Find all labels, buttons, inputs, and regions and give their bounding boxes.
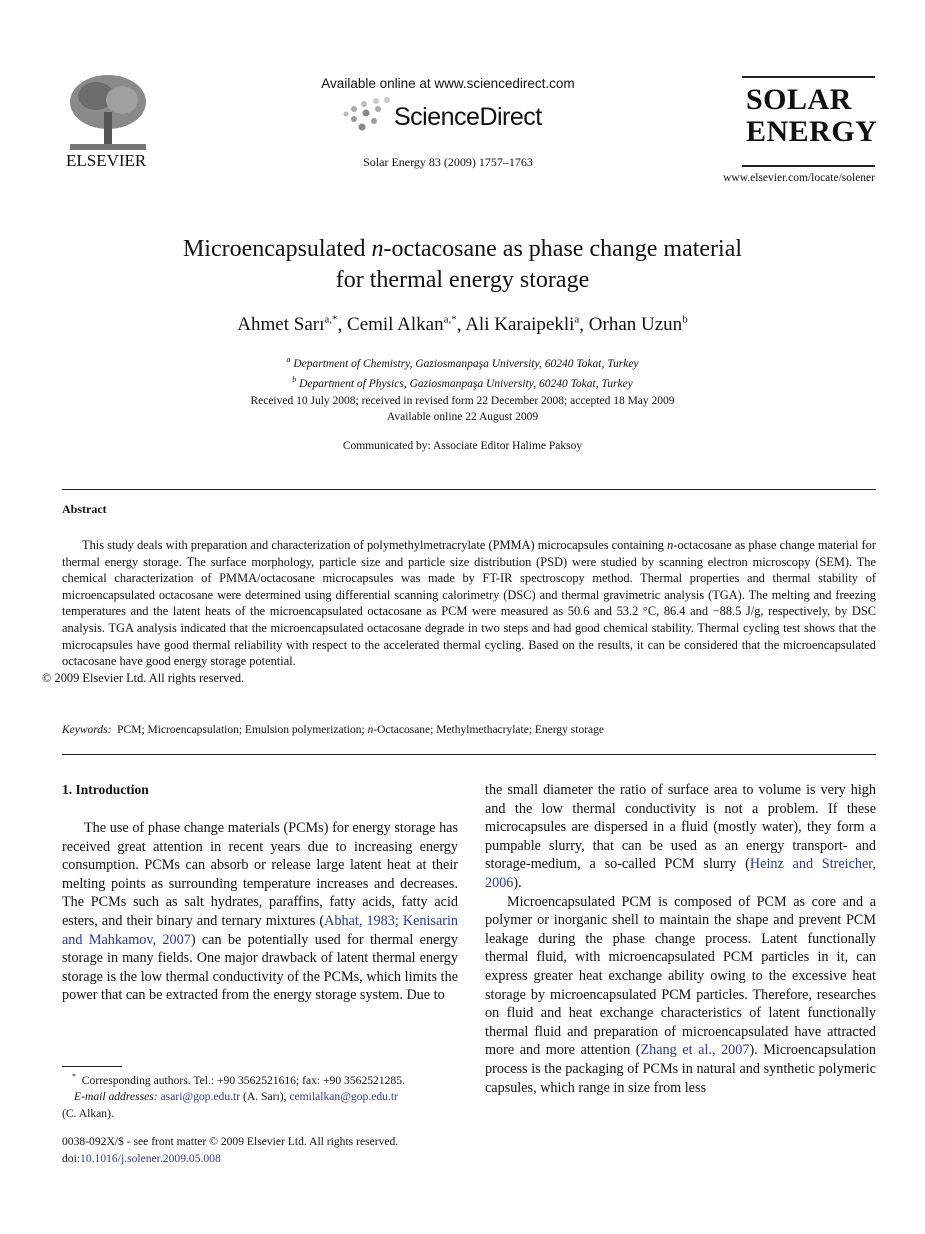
copyright-line: © 2009 Elsevier Ltd. All rights reserved. bbox=[42, 670, 245, 685]
received-dates: Received 10 July 2008; received in revised form 22 December 2008; accepted 18 May 2009 bbox=[250, 395, 675, 407]
citation-link[interactable]: Abhat, 1983; Kenisarin and Mahkamov, 2007 bbox=[62, 912, 459, 948]
abstract-text: This study deals with preparation and characterization of polymethylmetracrylate (PMMA) microcapsules containing n-octacosane as phase change material for thermal energy storage. The surface morphology, particle size and particle size distribution (PSD) were studied by scanning electron microscopy (SEM). The chemical characterization of PMMA/octacosane microcapsules was made by FT-IR spectroscopy method. Thermal properties and thermal stability of microencapsulated octacosane were determined using differential scanning calorimetry (DSC) and thermal gravimetric analysis (TGA). The melting and freezing temperatures and the latent heats of the microencapsulated octacosane as PCM were measured as 50.6 and 53.2 °C, 86.4 and −88.5 J/g, respectively, by DSC analysis. TGA analysis indicated that the microencapsulated octacosane degrade in two steps and had good chemical stability. Thermal cycling test shows that the microcapsules have good thermal reliability with respect to the accelerated thermal cycling. Based on the results, it can be considered that the microencapsulated octacosane have good energy storage potential. © 2009 Elsevier Ltd. All rights reserved. bbox=[42, 538, 876, 685]
section-heading-introduction: 1. Introduction bbox=[62, 782, 149, 797]
email-link[interactable]: cemilalkan@gop.edu.tr bbox=[289, 1090, 398, 1104]
abstract-rule-top bbox=[62, 489, 876, 490]
intro-paragraph-1: The use of phase change materials (PCMs) for energy storage has received great attention in recent years due to increasing energy consumption. PCMs can absorb or release large latent heat at their melting points as surrounding temperature increases and decreases. The PCMs such as salt hydrates, paraffins, fatty acids, fatty acid esters, and their binary and ternary mixtures (Abhat, 1983; Kenisarin and Mahkamov, 2007) can be potentially used for thermal energy storage in many fields. One major drawback of latent thermal energy storage is the low thermal conductivity of the PCMs, which limits the power that can be extracted from the energy storage system. Due to bbox=[62, 820, 459, 1004]
logo-rule-bottom bbox=[742, 165, 875, 167]
title-text: Microencapsulated bbox=[182, 236, 372, 262]
article-history bbox=[0, 393, 925, 425]
author-list: Ahmet Sarı$^{a,*}$, Cemil Alkan$^{a,*}$, Ali Karaipekli$^a$, Orhan Uzun$^b$ bbox=[237, 314, 688, 336]
available-online-text: Available online at www.sciencedirect.com bbox=[321, 76, 575, 91]
affiliations bbox=[0, 352, 925, 392]
logo-rule-top bbox=[742, 76, 875, 78]
journal-citation: Solar Energy 83 (2009) 1757–1763 bbox=[363, 155, 533, 169]
citation-link[interactable]: Zhang et al., 2007 bbox=[640, 1042, 750, 1059]
intro-paragraph-2: Microencapsulated PCM is composed of PCM as core and a polymer or inorganic shell to maintain the shape and prevent PCM leakage during the phase change process. Latent functionally thermal fluid, with microencapsulated PCM particles in it, can express greater heat exchange ability owing to the excessive heat storage by microencapsulated PCM particles. Therefore, researches on fluid and heat exchange characteristics of latent functionally thermal fluid and preparation of microencapsulated have attracted more and more attention (Zhang et al., 2007). Microencapsulation process is the packaging of PCMs in natural and synthetic polymeric capsules, which range in size from less bbox=[485, 893, 876, 1096]
keywords-label: Keywords: bbox=[62, 724, 112, 736]
footnote: * Corresponding authors. Tel.: +90 3562521616; fax: +90 3562521285. E-mail addresses: asari@gop.edu.tr (A. Sarı), cemilalkan@gop.edu.tr (C. Alkan). bbox=[62, 1072, 405, 1120]
communicated-by: Communicated by: Associate Editor Halime Paksoy bbox=[342, 440, 583, 452]
author[interactable]: Ahmet Sarı$^{a,*}$ bbox=[237, 314, 338, 336]
author[interactable]: Orhan Uzun$^b$ bbox=[588, 314, 688, 336]
title-line2: for thermal energy storage bbox=[335, 267, 590, 293]
abstract-rule-bottom bbox=[62, 754, 876, 755]
author[interactable]: Ali Karaipekli$^a$ bbox=[465, 314, 580, 336]
keywords: Keywords: PCM; Microencapsulation; Emulsion polymerization; n-Octacosane; Methylmethacrylate; Energy storage bbox=[62, 724, 604, 736]
sciencedirect-logo: ScienceDirect bbox=[394, 103, 542, 131]
solar-energy-logo-line2: ENERGY bbox=[746, 115, 878, 148]
article-title bbox=[0, 234, 925, 296]
elsevier-tree-logo bbox=[66, 72, 150, 152]
doi-link[interactable]: 10.1016/j.solener.2009.05.008 bbox=[80, 1151, 221, 1165]
solar-energy-logo-line1: SOLAR bbox=[746, 83, 852, 116]
citation-link[interactable]: Heinz and Streicher, 2006 bbox=[485, 856, 876, 891]
available-online-date: Available online 22 August 2009 bbox=[386, 411, 539, 423]
footnote-rule bbox=[62, 1066, 122, 1067]
affiliation: $^a$ Department of Chemistry, Gaziosmanpaşa University, 60240 Tokat, Turkey bbox=[286, 355, 639, 370]
title-text: -octacosane as phase change material bbox=[383, 236, 743, 262]
sciencedirect-dots-icon bbox=[340, 97, 392, 133]
affiliation: $^b$ Department of Physics, Gaziosmanpaşa University, 60240 Tokat, Turkey bbox=[292, 374, 633, 390]
email-link[interactable]: asari@gop.edu.tr bbox=[160, 1090, 241, 1104]
abstract-heading: Abstract bbox=[62, 502, 107, 516]
intro-paragraph-continued: the small diameter the ratio of surface area to volume is very high and the low thermal conductivity is not a problem. If these microcapsules are dispersed in a fluid (mostly water), they form a pumpable slurry, that can be used as an energy transport- and storage-medium, a so-called PCM slurry (Heinz and Streicher, 2006). Microencapsulated PCM is composed of PCM as core and a polymer or inorganic shell to maintain the shape and prevent PCM leakage during the phase change process. Latent functionally thermal fluid, with microencapsulated PCM particles in it, can express greater heat exchange ability owing to the excessive heat storage by microencapsulated PCM particles. Therefore, researches on fluid and heat exchange characteristics of latent functionally thermal fluid and preparation of microencapsulated have attracted more and more attention (Zhang et al., 2007). Microencapsulation process is the packaging of PCMs in natural and synthetic polymeric capsules, which range in size from less bbox=[485, 782, 876, 1096]
elsevier-wordmark: ELSEVIER bbox=[66, 151, 147, 170]
front-matter: 0038-092X/$ - see front matter © 2009 Elsevier Ltd. All rights reserved. doi:10.1016/j.solener.2009.05.008 bbox=[62, 1135, 399, 1165]
title-italic: n bbox=[371, 236, 384, 262]
author[interactable]: Cemil Alkan$^{a,*}$ bbox=[347, 314, 457, 336]
journal-url-link[interactable]: www.elsevier.com/locate/solener bbox=[723, 172, 875, 184]
